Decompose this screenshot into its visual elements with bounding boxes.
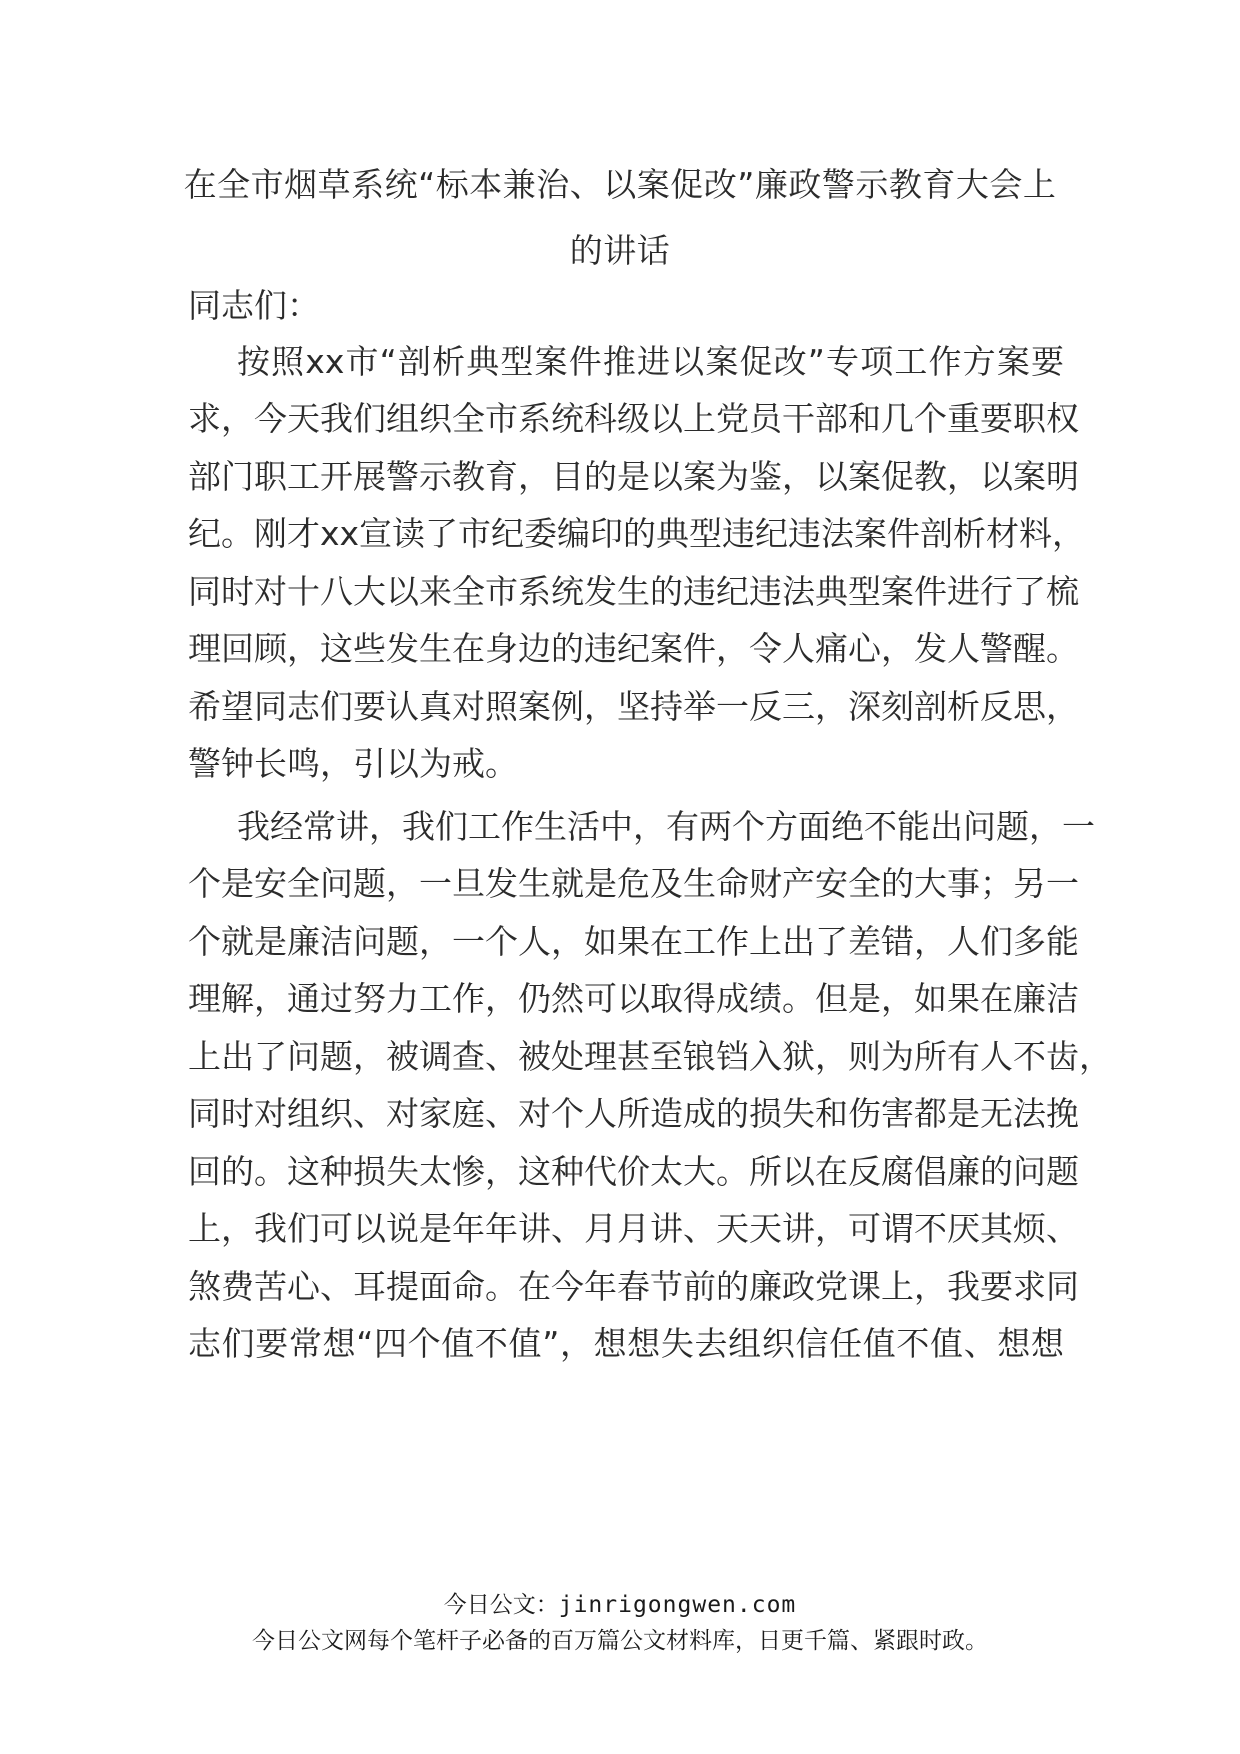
footer-site-line — [0, 1594, 1240, 1617]
paragraph-1-line-4: 纪。刚才xx宣读了市纪委编印的典型违纪违法案件剖析材料， — [188, 514, 1086, 553]
paragraph-2-line-7: 回的。这种损失太惨，这种代价太大。所以在反腐倡廉的问题 — [188, 1152, 1079, 1191]
paragraph-1-line-3: 部门职工开展警示教育，目的是以案为鉴，以案促教，以案明 — [188, 457, 1079, 496]
paragraph-2-line-1: 我经常讲，我们工作生活中，有两个方面绝不能出问题，一 — [237, 807, 1095, 846]
salutation: 同志们： — [188, 286, 320, 325]
paragraph-1-line-1: 按照xx市“剖析典型案件推进以案促改”专项工作方案要 — [237, 342, 1064, 381]
footer-slogan: 今日公文网每个笔杆子必备的百万篇公文材料库，日更千篇、紧跟时政。 — [252, 1628, 988, 1654]
paragraph-1-line-7: 希望同志们要认真对照案例，坚持举一反三，深刻剖析反思， — [188, 687, 1079, 726]
paragraph-2-line-3: 个就是廉洁问题，一个人，如果在工作上出了差错，人们多能 — [188, 922, 1079, 961]
paragraph-2-line-4: 理解，通过努力工作，仍然可以取得成绩。但是，如果在廉洁 — [188, 979, 1079, 1018]
paragraph-1-line-2: 求，今天我们组织全市系统科级以上党员干部和几个重要职权 — [188, 399, 1079, 438]
paragraph-1-line-5: 同时对十八大以来全市系统发生的违纪违法典型案件进行了梳 — [188, 572, 1079, 611]
paragraph-2-line-9: 煞费苦心、耳提面命。在今年春节前的廉政党课上，我要求同 — [188, 1267, 1079, 1306]
document-title-line-2: 的讲话 — [569, 231, 671, 270]
paragraph-1-line-6: 理回顾，这些发生在身边的违纪案件，令人痛心，发人警醒。 — [188, 629, 1079, 668]
paragraph-2-line-2: 个是安全问题，一旦发生就是危及生命财产安全的大事；另一 — [188, 864, 1079, 903]
paragraph-2-line-8: 上，我们可以说是年年讲、月月讲、天天讲，可谓不厌其烦、 — [188, 1209, 1079, 1248]
document-title-line-1: 在全市烟草系统“标本兼治、以案促改”廉政警示教育大会上 — [183, 165, 1057, 204]
paragraph-2-line-10: 志们要常想“四个值不值”，想想失去组织信任值不值、想想 — [188, 1324, 1064, 1363]
footer-site-link[interactable]: jinrigongwen.com — [558, 1592, 797, 1618]
paragraph-1-line-8: 警钟长鸣，引以为戒。 — [188, 744, 518, 783]
paragraph-2-line-5: 上出了问题，被调查、被处理甚至锒铛入狱，则为所有人不齿， — [188, 1037, 1112, 1076]
footer-site-label: 今日公文： — [443, 1592, 559, 1618]
paragraph-2-line-6: 同时对组织、对家庭、对个人所造成的损失和伤害都是无法挽 — [188, 1094, 1079, 1133]
